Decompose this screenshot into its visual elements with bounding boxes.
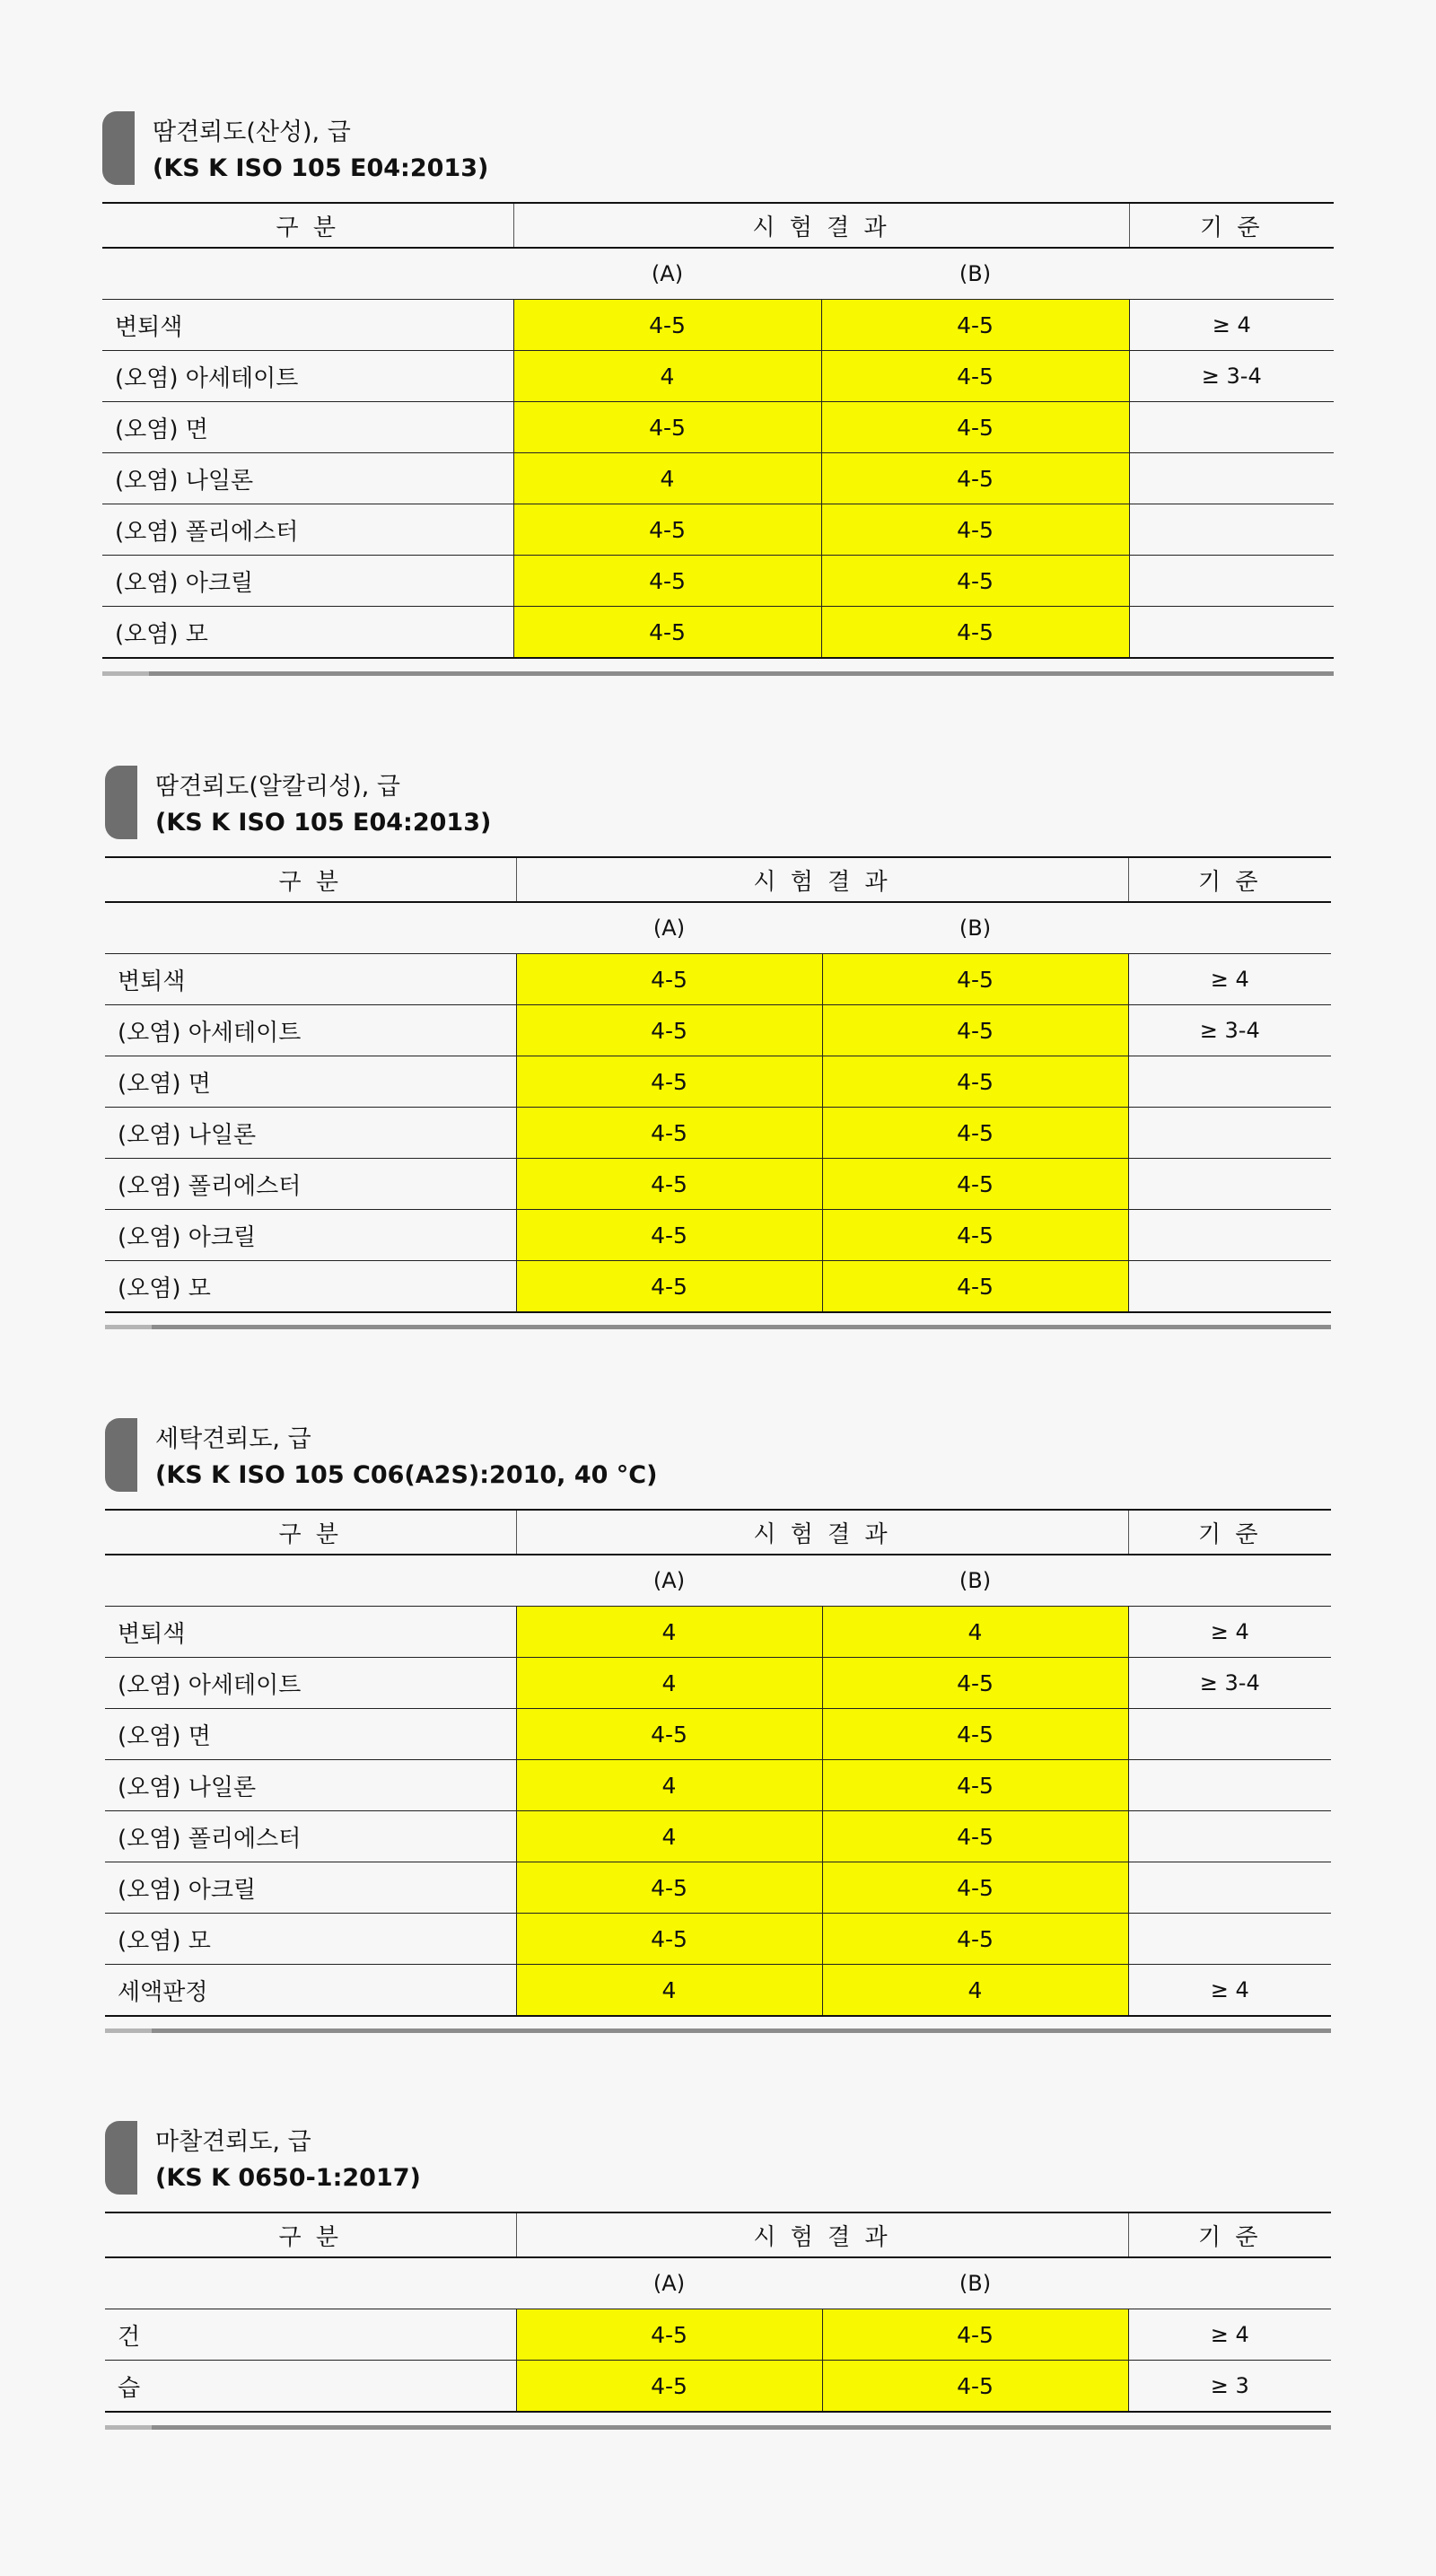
sample-header-row [105,2257,1331,2309]
value-b: 4-5 [822,1760,1128,1811]
standard-value [1129,402,1334,453]
sample-b-label: (B) [822,2257,1128,2309]
section-1-table [102,202,1334,659]
blank-cell [105,1555,516,1607]
standard-value [1129,556,1334,607]
row-label: (오염) 나일론 [105,1760,516,1811]
row-label: 변퇴색 [105,1607,516,1658]
row-label: 변퇴색 [105,954,516,1005]
value-a: 4 [516,1658,822,1709]
value-a: 4-5 [516,954,822,1005]
header-result: 시 험 결 과 [516,2212,1128,2257]
section-title: 세탁견뢰도, 급 [155,1425,311,1453]
value-a: 4-5 [516,1159,822,1210]
standard-value: ≥ 4 [1128,1607,1331,1658]
header-category: 구 분 [102,203,513,248]
row-label: (오염) 아크릴 [105,1210,516,1261]
blank-cell [1128,2257,1331,2309]
value-b: 4-5 [822,1709,1128,1760]
standard-value [1129,504,1334,556]
section-standard: (KS K ISO 105 E04:2013) [153,154,489,182]
section-2-header [105,766,733,841]
standard-value [1128,1709,1331,1760]
sample-header-row [105,902,1331,954]
section-title: 마찰견뢰도, 급 [155,2128,311,2156]
standard-value [1129,607,1334,659]
section-marker-icon [105,1418,137,1492]
standard-value [1128,1159,1331,1210]
value-b: 4-5 [822,954,1128,1005]
value-b: 4-5 [822,1811,1128,1862]
table-row [102,453,1334,504]
row-label: (오염) 아세테이트 [102,351,513,402]
table-row [102,504,1334,556]
table-row [102,351,1334,402]
table-row [105,1658,1331,1709]
section-3-header [105,1418,823,1494]
value-b: 4-5 [821,351,1129,402]
section-standard: (KS K ISO 105 C06(A2S):2010, 40 °C) [155,1461,658,1489]
table-row [102,607,1334,659]
section-divider [105,1325,1331,1329]
blank-cell [105,2257,516,2309]
row-label: (오염) 폴리에스터 [102,504,513,556]
sample-header-row [105,1555,1331,1607]
standard-value [1129,453,1334,504]
standard-value: ≥ 3-4 [1128,1005,1331,1056]
value-a: 4 [516,1760,822,1811]
value-b: 4-5 [821,300,1129,351]
standard-value: ≥ 4 [1128,954,1331,1005]
value-b: 4-5 [821,607,1129,659]
value-a: 4-5 [513,402,821,453]
standard-value: ≥ 3-4 [1129,351,1334,402]
section-divider [102,671,1334,676]
value-a: 4-5 [513,300,821,351]
section-2-table [105,856,1331,1313]
table-header-row [105,857,1331,902]
table-row [105,1005,1331,1056]
value-b: 4-5 [822,1056,1128,1108]
value-a: 4 [516,1965,822,2017]
section-marker-icon [105,766,137,839]
row-label: 세액판정 [105,1965,516,2017]
section-marker-icon [105,2121,137,2195]
value-a: 4-5 [516,2309,822,2361]
standard-value: ≥ 4 [1129,300,1334,351]
value-a: 4-5 [516,1056,822,1108]
table-row [105,1709,1331,1760]
sample-a-label: (A) [516,2257,822,2309]
value-a: 4-5 [513,504,821,556]
value-b: 4-5 [821,453,1129,504]
standard-value: ≥ 3-4 [1128,1658,1331,1709]
header-standard: 기 준 [1129,203,1334,248]
standard-value: ≥ 3 [1128,2361,1331,2413]
value-a: 4 [516,1607,822,1658]
section-standard: (KS K 0650-1:2017) [155,2164,421,2192]
header-result: 시 험 결 과 [516,1510,1128,1555]
row-label: 변퇴색 [102,300,513,351]
value-b: 4-5 [822,2361,1128,2413]
value-a: 4-5 [516,1709,822,1760]
header-standard: 기 준 [1128,2212,1331,2257]
sample-a-label: (A) [516,902,822,954]
row-label: 건 [105,2309,516,2361]
value-a: 4-5 [516,1261,822,1313]
standard-value [1128,1811,1331,1862]
standard-value [1128,1056,1331,1108]
section-divider [105,2028,1331,2033]
row-label: (오염) 폴리에스터 [105,1159,516,1210]
row-label: (오염) 아세테이트 [105,1658,516,1709]
table-header-row [102,203,1334,248]
table-row [105,1862,1331,1914]
value-a: 4-5 [516,2361,822,2413]
sample-header-row [102,248,1334,300]
blank-cell [102,248,513,300]
standard-value [1128,1914,1331,1965]
value-b: 4-5 [822,1658,1128,1709]
table-row [105,1210,1331,1261]
value-a: 4-5 [516,1108,822,1159]
table-row [105,1261,1331,1313]
section-1-header [102,111,731,187]
table-header-row [105,1510,1331,1555]
blank-cell [1128,1555,1331,1607]
table-row [105,1607,1331,1658]
sample-b-label: (B) [821,248,1129,300]
header-category: 구 분 [105,2212,516,2257]
header-standard: 기 준 [1128,1510,1331,1555]
row-label: (오염) 면 [105,1056,516,1108]
section-divider [105,2425,1331,2430]
value-b: 4-5 [821,504,1129,556]
table-row [105,1760,1331,1811]
blank-cell [105,902,516,954]
table-row [105,1811,1331,1862]
value-b: 4-5 [821,556,1129,607]
value-b: 4-5 [822,2309,1128,2361]
table-row [105,954,1331,1005]
header-result: 시 험 결 과 [516,857,1128,902]
value-a: 4-5 [516,1914,822,1965]
blank-cell [1128,902,1331,954]
value-a: 4-5 [513,607,821,659]
section-title: 땀견뢰도(알칼리성), 급 [155,773,400,801]
section-4-table [105,2212,1331,2413]
header-result: 시 험 결 과 [513,203,1129,248]
standard-value: ≥ 4 [1128,2309,1331,2361]
row-label: (오염) 나일론 [105,1108,516,1159]
section-3-table [105,1509,1331,2017]
value-b: 4-5 [822,1261,1128,1313]
standard-value [1128,1760,1331,1811]
value-b: 4-5 [822,1210,1128,1261]
header-standard: 기 준 [1128,857,1331,902]
row-label: (오염) 면 [102,402,513,453]
sample-b-label: (B) [822,902,1128,954]
table-row [105,1108,1331,1159]
standard-value [1128,1862,1331,1914]
sample-b-label: (B) [822,1555,1128,1607]
header-category: 구 분 [105,1510,516,1555]
value-b: 4 [822,1965,1128,2017]
value-a: 4-5 [516,1210,822,1261]
row-label: (오염) 면 [105,1709,516,1760]
standard-value [1128,1261,1331,1313]
row-label: (오염) 아크릴 [105,1862,516,1914]
standard-value [1128,1108,1331,1159]
standard-value: ≥ 4 [1128,1965,1331,2017]
blank-cell [1129,248,1334,300]
value-a: 4 [516,1811,822,1862]
row-label: (오염) 아크릴 [102,556,513,607]
row-label: (오염) 모 [102,607,513,659]
section-marker-icon [102,111,135,185]
table-row [105,1914,1331,1965]
row-label: (오염) 모 [105,1261,516,1313]
table-row [102,300,1334,351]
standard-value [1128,1210,1331,1261]
table-row [105,1965,1331,2017]
table-row [105,1056,1331,1108]
table-row [102,556,1334,607]
row-label: (오염) 폴리에스터 [105,1811,516,1862]
value-a: 4 [513,453,821,504]
value-b: 4-5 [822,1862,1128,1914]
value-a: 4 [513,351,821,402]
value-b: 4 [822,1607,1128,1658]
header-category: 구 분 [105,857,516,902]
value-a: 4-5 [516,1862,822,1914]
table-row [105,1159,1331,1210]
value-b: 4-5 [822,1108,1128,1159]
section-title: 땀견뢰도(산성), 급 [153,118,351,146]
table-header-row [105,2212,1331,2257]
value-b: 4-5 [821,402,1129,453]
table-row [102,402,1334,453]
section-4-header [105,2121,733,2196]
table-row [105,2361,1331,2413]
table-row [105,2309,1331,2361]
sample-a-label: (A) [516,1555,822,1607]
value-b: 4-5 [822,1159,1128,1210]
value-a: 4-5 [513,556,821,607]
row-label: (오염) 나일론 [102,453,513,504]
sample-a-label: (A) [513,248,821,300]
value-b: 4-5 [822,1005,1128,1056]
row-label: (오염) 모 [105,1914,516,1965]
row-label: 습 [105,2361,516,2413]
section-standard: (KS K ISO 105 E04:2013) [155,809,492,837]
row-label: (오염) 아세테이트 [105,1005,516,1056]
value-b: 4-5 [822,1914,1128,1965]
value-a: 4-5 [516,1005,822,1056]
